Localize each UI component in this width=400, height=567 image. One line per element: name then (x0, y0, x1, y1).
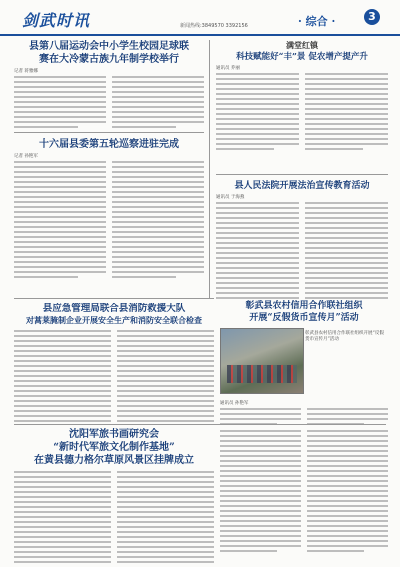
article-byline: 通讯员 孙艳军 (220, 401, 249, 406)
divider (14, 132, 204, 133)
issue-line: 新闻热线:3849570 3392156 (180, 23, 248, 29)
article-title-line3: 在黄县德力格尔草原风景区挂牌成立 (34, 455, 194, 466)
article-body (307, 408, 388, 424)
article-title-line1: 彰武县农村信用合作联社组织 (245, 301, 363, 311)
article-body (220, 408, 301, 424)
article-byline: 记者 孙艳军 (14, 154, 38, 159)
article-body (305, 73, 388, 153)
article-calligraphy-society (14, 428, 214, 563)
article-body (112, 161, 204, 281)
article-body (117, 330, 214, 423)
article-title-line1: 沈阳军旅书画研究会 (69, 429, 159, 440)
page-number-badge: 3 (364, 9, 380, 25)
article-title-line1: 县第八届运动会中小学生校园足球联 (29, 41, 189, 52)
article-title-line1: 县应急管理局联合县消防救援大队 (42, 303, 186, 314)
article-title: 十六届县委第五轮巡察进驻完成 (39, 139, 179, 150)
article-title: 县人民法院开展法治宣传教育活动 (234, 181, 370, 191)
section-tag: · 综合 · (298, 15, 336, 28)
divider (14, 298, 214, 299)
photo-crowd (227, 365, 297, 383)
article-anti-counterfeit-body (220, 398, 388, 424)
photo-caption: 彰武县农村信用合作联社组织开展“反假货币宣传月”活动 (305, 331, 384, 342)
article-body (14, 471, 111, 563)
article-anti-counterfeit-title (220, 300, 388, 328)
article-title-line2: “新时代军旅文化制作基地” (53, 442, 175, 453)
article-body (117, 471, 214, 563)
masthead (0, 0, 400, 36)
article-title-line2: 赛在大冷蒙古族九年制学校举行 (39, 54, 179, 65)
article-body (14, 161, 106, 281)
article-byline: 通讯员 乔丽 (216, 66, 240, 71)
article-body (14, 330, 111, 423)
article-byline: 通讯员 于海燕 (216, 195, 245, 200)
divider (14, 424, 386, 425)
column-divider (209, 40, 210, 298)
article-legal-education (216, 180, 388, 300)
article-body (307, 430, 388, 555)
article-body (216, 202, 299, 300)
article-title-line2: 对蒿莱腌制企业开展安全生产和消防安全联合检查 (26, 315, 202, 325)
article-body (14, 76, 106, 131)
article-body (112, 76, 204, 131)
article-tech-agriculture (216, 40, 388, 180)
article-byline: 记者 蒋雅娜 (14, 69, 38, 74)
article-safety-check (14, 303, 214, 423)
article-subtitle: 满堂红镇 (286, 40, 318, 50)
article-title: 科技赋能好“丰”景 促农增产提产升 (236, 52, 368, 62)
article-title-line2: 开展“反假货币宣传月”活动 (249, 313, 359, 323)
article-body (305, 202, 388, 300)
news-photo (220, 328, 304, 394)
article-body (220, 430, 301, 555)
article-inspection (14, 138, 204, 298)
article-body (216, 73, 299, 153)
paper-name: 剑武时讯 (22, 11, 91, 30)
divider (216, 174, 388, 175)
article-continued-body (220, 430, 388, 563)
